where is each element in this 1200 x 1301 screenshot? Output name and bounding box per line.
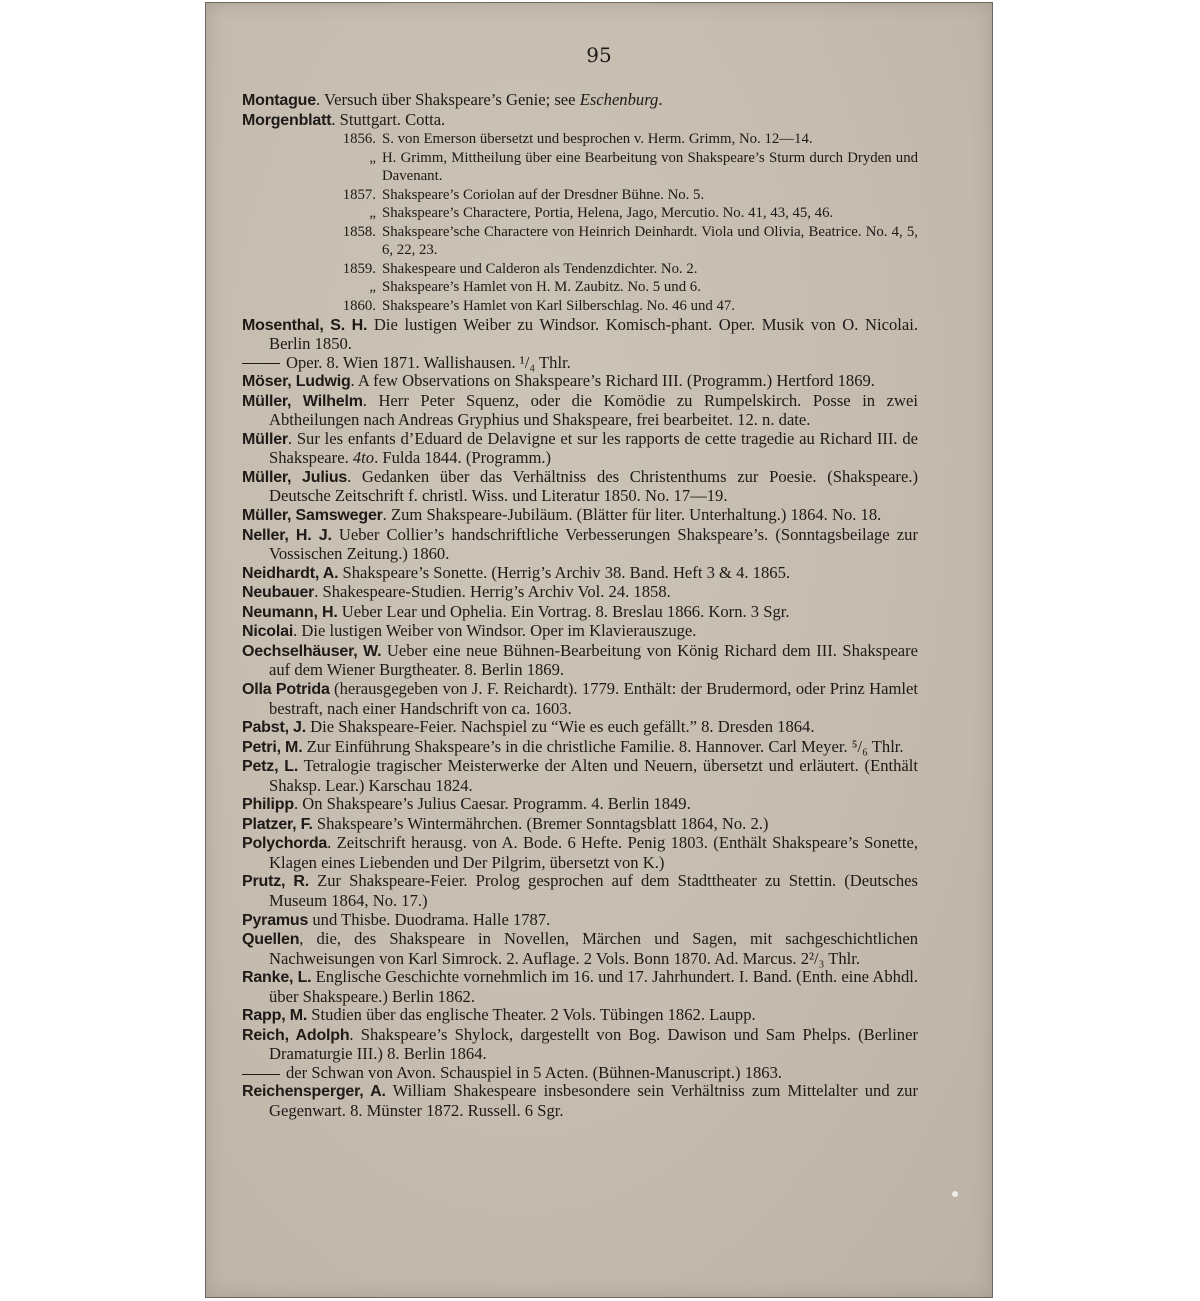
entry-text: Ueber Collier’s handschriftliche Verbesserungen Shakspeare’s. (Sonntagsbeilage zur Vossischen Zeitung.) 1860.	[269, 524, 918, 564]
entry-text-end: . Fulda 1844. (Programm.)	[374, 448, 552, 468]
entry-heading: Müller, Wilhelm	[242, 392, 363, 410]
sub-year: 1857.	[342, 186, 376, 203]
entry-text: Oper. 8. Wien 1871. Wallishausen. ¹/₄ Thlr.	[286, 352, 571, 372]
entry-neumann	[242, 603, 918, 623]
sub-entry	[242, 186, 918, 205]
entry-heading: Montague	[242, 92, 316, 109]
entry-petz	[242, 757, 918, 795]
entry-montague	[242, 91, 918, 111]
entry-text: Die Shakspeare-Feier. Nachspiel zu “Wie es euch gefällt.” 8. Dresden 1864.	[306, 717, 815, 737]
entry-polychorda	[242, 834, 918, 872]
entry-heading: Neubauer	[242, 584, 315, 602]
entry-text: . On Shakspeare’s Julius Caesar. Programm. 4. Berlin 1849.	[293, 794, 691, 814]
sub-text: Shakespeare und Calderon als Tendenzdichter. No. 2.	[382, 260, 698, 277]
entry-text: . Versuch über Shakspeare’s Genie; see	[315, 90, 580, 109]
entry-text: Shakspeare’s Sonette. (Herrig’s Archiv 38. Band. Heft 3 & 4. 1865.	[338, 562, 791, 582]
sub-year: 1859.	[342, 260, 376, 277]
entry-text: Zur Einführung Shakspeare’s in die christliche Familie. 8. Hannover. Carl Meyer. ⁵/₆ Thlr.	[302, 736, 904, 756]
entry-prutz	[242, 872, 918, 910]
entry-neidhardt	[242, 564, 918, 584]
entry-rapp	[242, 1006, 918, 1026]
page-number: 95	[586, 43, 612, 67]
entry-heading: Pabst, J.	[242, 719, 307, 737]
entry-morgenblatt	[242, 111, 918, 131]
entry-text: Shakspeare’s Wintermährchen. (Bremer Sonntagsblatt 1864, No. 2.)	[312, 813, 769, 833]
entry-heading: Ranke, L.	[242, 969, 312, 987]
sub-text: Shakspeare’s Hamlet von H. M. Zaubitz. No. 5 und 6.	[382, 279, 701, 296]
entry-mueller	[242, 430, 918, 468]
entry-text: . Shakespeare-Studien. Herrig’s Archiv Vol. 24. 1858.	[314, 582, 671, 602]
entry-reich-schwan	[242, 1064, 918, 1083]
entry-text: . Zum Shakspeare-Jubiläum. (Blätter für liter. Unterhaltung.) 1864. No. 18.	[382, 505, 882, 525]
sub-year: „	[369, 205, 376, 222]
book-page	[205, 2, 993, 1298]
entry-philipp	[242, 795, 918, 815]
entry-petri	[242, 738, 918, 758]
entry-heading: Müller, Julius	[242, 468, 348, 486]
sub-text: Shakspeare’s Charactere, Portia, Helena, Jago, Mercutio. No. 41, 43, 45, 46.	[382, 205, 834, 222]
entry-heading: Müller, Samsweger	[242, 507, 383, 525]
sub-year: 1858.	[342, 223, 376, 240]
sub-entry	[242, 297, 918, 316]
sub-text: Shakspeare’sche Charactere von Heinrich Deinhardt. Viola und Olivia, Beatrice. No. 4, 5, 6, 22, 23.	[382, 223, 918, 259]
entry-heading: Olla Potrida	[242, 680, 330, 698]
sub-text: S. von Emerson übersetzt und besprochen v. Herm. Grimm, No. 12—14.	[382, 131, 813, 148]
entry-text: Die lustigen Weiber zu Windsor. Komisch-phant. Oper. Musik von O. Nicolai. Berlin 1850.	[269, 314, 919, 354]
entry-pabst	[242, 718, 918, 738]
entry-heading: Morgenblatt	[242, 111, 332, 129]
entry-heading: Polychorda	[242, 835, 328, 853]
sub-text: H. Grimm, Mittheilung über eine Bearbeitung von Shakspeare’s Sturm durch Dryden und Davenant.	[382, 149, 918, 185]
entry-reich	[242, 1026, 918, 1064]
entry-text: . Stuttgart. Cotta.	[331, 109, 446, 129]
entry-heading: Rapp, M.	[242, 1007, 308, 1025]
entry-heading: Prutz, R.	[242, 873, 310, 891]
entry-text: . Gedanken über das Verhältniss des Christenthums zur Poesie. (Shakspeare.) Deutsche Zeitschrift f. christl. Wiss. und Literatur 1850. No. 17—19.	[269, 466, 918, 506]
entry-mueller-julius	[242, 468, 918, 506]
entry-italic: 4to	[352, 448, 375, 468]
entry-text: . Herr Peter Squenz, oder die Komödie zu Rumpelskirch. Posse in zwei Abtheilungen nach Andreas Gryphius und Shakspeare, frei bearbeitet. 12. n. date.	[269, 390, 918, 430]
entry-heading: Mosenthal, S. H.	[242, 316, 368, 334]
entry-heading: Neumann, H.	[242, 603, 338, 621]
paper-speck	[952, 1191, 958, 1197]
ditto-dash	[242, 1074, 280, 1075]
bibliography-list	[242, 91, 918, 1121]
entry-text: . A few Observations on Shakspeare’s Richard III. (Programm.) Hertford 1869.	[350, 371, 875, 391]
sub-text: Shakspeare’s Hamlet von Karl Silberschlag. No. 46 und 47.	[382, 298, 736, 315]
entry-text: , die, des Shakspeare in Novellen, Märchen und Sagen, mit sachgeschichtlichen Nachweisungen von Karl Simrock. 2. Auflage. 2 Vols. Bonn 1870. Ad. Marcus. 2²/₃ Thlr.	[269, 929, 918, 968]
entry-moeser	[242, 372, 918, 392]
ditto-dash	[242, 363, 280, 364]
sub-year: 1860.	[342, 298, 376, 315]
entry-text: William Shakespeare insbesondere sein Verhältniss zum Mittelalter und zur Gegenwart. 8. Münster 1872. Russell. 6 Sgr.	[269, 1081, 918, 1120]
entry-ranke	[242, 968, 918, 1006]
entry-text: der Schwan von Avon. Schauspiel in 5 Acten. (Bühnen-Manuscript.) 1863.	[286, 1062, 783, 1082]
entry-heading: Petri, M.	[242, 738, 303, 756]
entry-neller	[242, 526, 918, 564]
sub-text: Shakspeare’s Coriolan auf der Dresdner Bühne. No. 5.	[382, 186, 705, 203]
sub-year: „	[369, 149, 376, 166]
entry-text: Englische Geschichte vornehmlich im 16. und 17. Jahrhundert. I. Band. (Enth. eine Abhdl. über Shakspeare.) Berlin 1862.	[269, 967, 918, 1006]
entry-mueller-wilhelm	[242, 392, 918, 430]
sub-year: 1856.	[342, 131, 376, 148]
entry-text: (herausgegeben von J. F. Reichardt). 1779. Enthält: der Brudermord, oder Prinz Hamlet bestraft, nach einer Handschrift von ca. 1603.	[269, 678, 918, 718]
entry-heading: Petz, L.	[242, 758, 299, 776]
entry-heading: Oechselhäuser, W.	[242, 642, 382, 660]
sub-entry	[242, 223, 918, 260]
entry-text-end: .	[658, 90, 663, 109]
entry-neubauer	[242, 583, 918, 603]
sub-entry	[242, 149, 918, 186]
sub-entry	[242, 204, 918, 223]
entry-text: Studien über das englische Theater. 2 Vols. Tübingen 1862. Laupp.	[307, 1005, 756, 1025]
entry-text: . Zeitschrift herausg. von A. Bode. 6 Hefte. Penig 1803. (Enthält Shakspeare’s Sonette, Klagen eines Liebenden und Der Pilgrim, übersetzt von K.)	[269, 833, 918, 872]
entry-reichensperger	[242, 1082, 918, 1120]
entry-heading: Müller	[242, 430, 288, 448]
entry-mosenthal-oper	[242, 354, 918, 373]
entry-heading: Neller, H. J.	[242, 526, 332, 544]
entry-mueller-samsweger	[242, 506, 918, 526]
entry-text: . Die lustigen Weiber von Windsor. Oper im Klavierauszuge.	[293, 621, 697, 641]
sub-entry	[242, 260, 918, 279]
sub-entry	[242, 278, 918, 297]
entry-heading: Philipp	[242, 796, 294, 814]
entry-oechselhaeuser	[242, 642, 918, 680]
entry-heading: Platzer, F.	[242, 815, 313, 833]
entry-text: Tetralogie tragischer Meisterwerke der Alten und Neuern, übersetzt und erläutert. (Enthält Shaksp. Lear.) Karschau 1824.	[269, 756, 918, 795]
entry-heading: Reich, Adolph	[242, 1026, 350, 1044]
entry-heading: Nicolai	[242, 623, 294, 641]
entry-heading: Möser, Ludwig	[242, 373, 351, 391]
entry-text: . Sur les enfants d’Eduard de Delavigne et sur les rapports de cette tragedie au Richard III. de Shakspeare.	[269, 428, 918, 468]
entry-heading: Reichensperger, A.	[242, 1083, 386, 1101]
entry-text: Zur Shakspeare-Feier. Prolog gesprochen auf dem Stadttheater zu Stettin. (Deutsches Museum 1864, No. 17.)	[269, 871, 918, 910]
entry-pyramus	[242, 911, 918, 931]
entry-platzer	[242, 815, 918, 835]
sub-year: „	[369, 279, 376, 296]
entry-italic: Eschenburg	[579, 90, 659, 109]
entry-heading: Quellen	[242, 931, 300, 949]
entry-text: und Thisbe. Duodrama. Halle 1787.	[308, 909, 551, 929]
entry-text: Ueber eine neue Bühnen-Bearbeitung von König Richard dem III. Shakspeare auf dem Wiener Burgtheater. 8. Berlin 1869.	[269, 640, 918, 680]
sub-entry	[242, 130, 918, 149]
entry-text: . Shakspeare’s Shylock, dargestellt von Bog. Dawison und Sam Phelps. (Berliner Dramaturgie III.) 8. Berlin 1864.	[269, 1024, 918, 1064]
entry-quellen	[242, 930, 918, 968]
entry-mosenthal	[242, 316, 918, 354]
entry-olla-potrida	[242, 680, 918, 718]
entry-nicolai	[242, 622, 918, 642]
entry-heading: Neidhardt, A.	[242, 564, 339, 582]
entry-text: Ueber Lear und Ophelia. Ein Vortrag. 8. Breslau 1866. Korn. 3 Sgr.	[337, 601, 790, 621]
entry-heading: Pyramus	[242, 911, 309, 929]
